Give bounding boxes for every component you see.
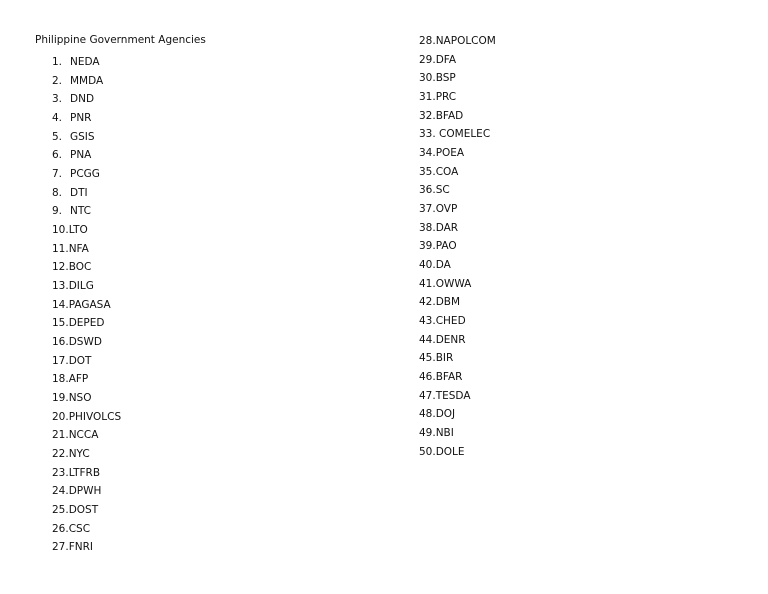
agency-list-item: [419, 200, 496, 219]
agency-list-item: [52, 53, 121, 72]
agency-number: 17.: [52, 354, 69, 367]
agency-list-item: [52, 501, 121, 520]
agency-name: DENR: [435, 333, 466, 346]
agency-name: PNR: [70, 112, 92, 125]
agency-name: DAR: [435, 221, 459, 234]
agency-number: 2.: [52, 74, 63, 87]
agency-number: 44.: [419, 333, 436, 346]
agency-list-item: [52, 258, 121, 277]
agency-number: 13.: [52, 280, 69, 293]
agency-name: MMDA: [70, 74, 104, 87]
agency-name: DSWD: [68, 336, 102, 349]
agency-name: DOST: [68, 504, 99, 517]
agency-list-item: [419, 88, 496, 107]
agency-list-item: [419, 405, 496, 424]
agency-name: DOLE: [435, 445, 465, 458]
agency-name: BOC: [68, 261, 92, 274]
agency-name: GSIS: [70, 130, 95, 143]
agency-number: 29.: [419, 53, 436, 66]
agency-list-item: [52, 90, 121, 109]
agency-list-item: [52, 72, 121, 91]
agency-name: DBM: [435, 296, 461, 309]
agency-number: 40.: [419, 259, 436, 272]
agency-name: NTC: [70, 205, 91, 218]
agency-list-item: [419, 181, 496, 200]
agency-name: LTO: [68, 224, 88, 237]
agency-name: DPWH: [68, 485, 102, 498]
agency-list-item: [52, 146, 121, 165]
agency-name: DND: [70, 93, 95, 106]
agency-list-item: [419, 275, 496, 294]
agency-number: 41.: [419, 277, 436, 290]
agency-number: 46.: [419, 371, 436, 384]
agency-name: NAPOLCOM: [435, 35, 496, 47]
agency-list-item: [419, 349, 496, 368]
agency-number: 32.: [419, 109, 436, 122]
agency-list-item: [52, 165, 121, 184]
agency-name: PAO: [435, 240, 457, 253]
agency-number: 7.: [52, 168, 63, 181]
agency-name: COA: [435, 165, 459, 178]
agency-list-item: [419, 443, 496, 462]
agency-number: 28.: [419, 35, 436, 47]
agency-list-item: [52, 240, 121, 259]
agency-number: 18.: [52, 373, 69, 386]
agency-name: DOJ: [435, 408, 456, 421]
agency-list-item: [52, 314, 121, 333]
agency-list-item: [52, 538, 121, 557]
agency-list-item: [52, 128, 121, 147]
agency-number: 49.: [419, 427, 436, 440]
agency-list-item: [419, 144, 496, 163]
agency-list-item: [52, 109, 121, 128]
agency-number: 38.: [419, 221, 436, 234]
agency-list-item: [419, 125, 496, 144]
agency-number: 26.: [52, 522, 69, 535]
agency-list-item: [419, 256, 496, 275]
agency-name: NBI: [435, 427, 454, 440]
agency-name: BFAD: [435, 109, 464, 122]
agency-name: PCGG: [70, 168, 100, 181]
agency-name: AFP: [68, 373, 89, 386]
agency-name: FNRI: [68, 541, 93, 554]
agency-number: 9.: [52, 205, 63, 218]
agency-list-item: [52, 296, 121, 315]
agency-list-item: [419, 424, 496, 443]
agency-name: PRC: [435, 91, 457, 104]
agency-number: 5.: [52, 130, 63, 143]
agency-number: 4.: [52, 112, 63, 125]
agency-number: 10.: [52, 224, 69, 237]
agency-list-item: [419, 32, 496, 51]
agency-list-item: [419, 368, 496, 387]
agency-list-item: [52, 202, 121, 221]
agency-number: 43.: [419, 315, 436, 328]
agency-list-item: [52, 389, 121, 408]
agency-number: 16.: [52, 336, 69, 349]
agency-list-right-column: [419, 32, 496, 461]
agency-number: 15.: [52, 317, 69, 330]
agency-name: CHED: [435, 315, 466, 328]
agency-number: 8.: [52, 186, 63, 199]
agency-name: SC: [435, 184, 450, 197]
agency-name: CSC: [68, 522, 91, 535]
agency-list-item: [419, 312, 496, 331]
agency-name: LTFRB: [68, 466, 101, 479]
agency-list-item: [52, 352, 121, 371]
agency-number: 14.: [52, 298, 69, 311]
agency-name: BIR: [435, 352, 454, 365]
agency-name: DA: [435, 259, 451, 272]
agency-number: 31.: [419, 91, 436, 104]
agency-name: DOT: [68, 354, 92, 367]
agency-list-left-column: [52, 53, 121, 557]
agency-number: 36.: [419, 184, 436, 197]
agency-number: 11.: [52, 242, 69, 255]
agency-list-item: [52, 408, 121, 427]
agency-name: BSP: [435, 72, 456, 85]
document-title: Philippine Government Agencies: [35, 34, 206, 46]
agency-list-item: [419, 219, 496, 238]
agency-name: NYC: [68, 448, 90, 461]
agency-list-item: [419, 163, 496, 182]
agency-list-item: [52, 221, 121, 240]
agency-number: 34.: [419, 147, 436, 160]
agency-list-item: [52, 426, 121, 445]
agency-name: TESDA: [435, 389, 471, 402]
agency-list-item: [52, 333, 121, 352]
agency-number: 27.: [52, 541, 69, 554]
agency-list-item: [419, 237, 496, 256]
agency-name: NCCA: [68, 429, 99, 442]
agency-number: 23.: [52, 466, 69, 479]
agency-name: BFAR: [435, 371, 463, 384]
agency-number: 37.: [419, 203, 436, 216]
agency-list-item: [52, 445, 121, 464]
agency-list-item: [419, 387, 496, 406]
agency-list-item: [419, 51, 496, 70]
agency-list-item: [52, 370, 121, 389]
agency-number: 42.: [419, 296, 436, 309]
agency-list-item: [52, 184, 121, 203]
agency-list-item: [419, 331, 496, 350]
agency-list-item: [419, 107, 496, 126]
agency-number: 25.: [52, 504, 69, 517]
agency-name: DTI: [70, 186, 88, 199]
agency-number: 22.: [52, 448, 69, 461]
agency-number: 20.: [52, 410, 69, 423]
agency-name: PNA: [70, 149, 92, 162]
agency-list-item: [52, 277, 121, 296]
agency-number: 21.: [52, 429, 69, 442]
agency-name: PAGASA: [68, 298, 111, 311]
agency-number: 33.: [419, 128, 440, 141]
agency-list-item: [419, 69, 496, 88]
agency-name: DEPED: [68, 317, 105, 330]
agency-number: 47.: [419, 389, 436, 402]
agency-number: 12.: [52, 261, 69, 274]
agency-name: NEDA: [70, 56, 100, 68]
agency-list-item: [52, 482, 121, 501]
agency-name: NSO: [68, 392, 92, 405]
agency-number: 30.: [419, 72, 436, 85]
agency-number: 1.: [52, 56, 63, 68]
agency-number: 48.: [419, 408, 436, 421]
agency-name: COMELEC: [439, 128, 491, 141]
agency-list-item: [52, 464, 121, 483]
agency-number: 24.: [52, 485, 69, 498]
agency-list-item: [419, 293, 496, 312]
agency-name: DILG: [68, 280, 94, 293]
agency-number: 45.: [419, 352, 436, 365]
agency-number: 6.: [52, 149, 63, 162]
agency-number: 50.: [419, 445, 436, 458]
agency-name: PHIVOLCS: [68, 410, 122, 423]
agency-list-item: [52, 520, 121, 539]
agency-number: 39.: [419, 240, 436, 253]
agency-number: 19.: [52, 392, 69, 405]
agency-name: OVP: [435, 203, 458, 216]
agency-name: POEA: [435, 147, 465, 160]
agency-name: OWWA: [435, 277, 472, 290]
agency-number: 35.: [419, 165, 436, 178]
agency-name: DFA: [435, 53, 457, 66]
agency-name: NFA: [68, 242, 89, 255]
agency-number: 3.: [52, 93, 63, 106]
